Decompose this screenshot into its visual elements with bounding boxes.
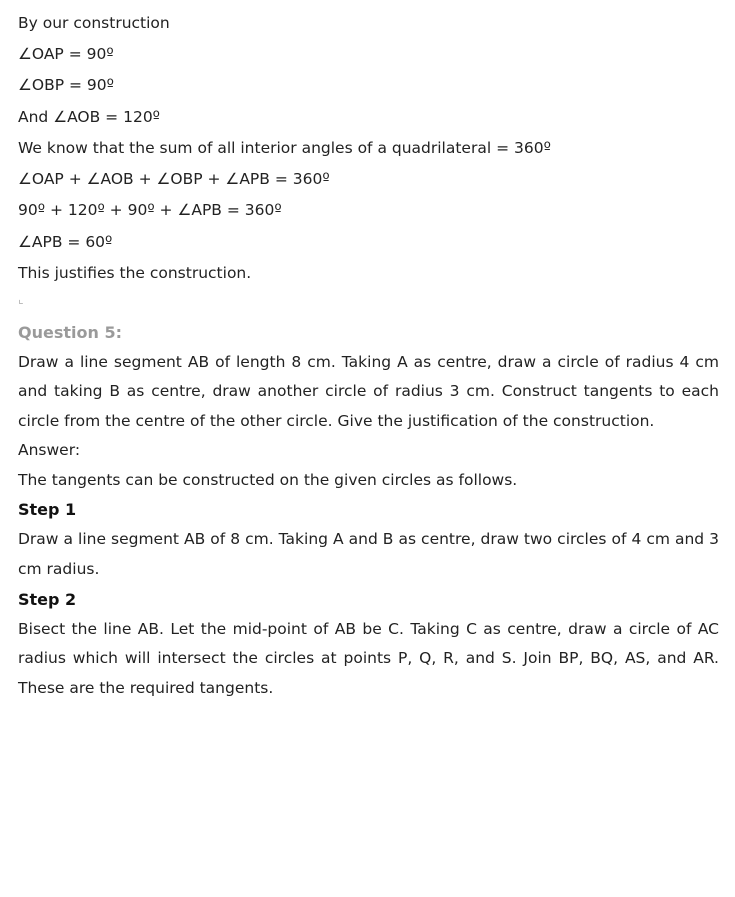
- proof-line-construction: By our construction: [18, 14, 170, 32]
- step-2-title: Step 2: [18, 589, 77, 609]
- proof-line-sum-equation: ∠OAP + ∠AOB + ∠OBP + ∠APB = 360º: [18, 170, 330, 188]
- proof-line-justification: This justifies the construction.: [18, 264, 252, 282]
- pen-mark-icon: ⌞: [18, 291, 24, 306]
- step-1-title: Step 1: [18, 500, 77, 520]
- proof-line-obp: ∠OBP = 90º: [18, 76, 114, 94]
- question-text: Draw a line segment AB of length 8 cm. Taking A as centre, draw a circle of radius 4 cm and taking B as centre, draw another circle of radius 3 cm. Construct tangents to each circle from the centre of the other circle. Give the justification of the construction.: [18, 352, 719, 430]
- step-1-text: Draw a line segment AB of 8 cm. Taking A and B as centre, draw two circles of 4 cm and 3 cm radius.: [18, 530, 719, 579]
- proof-line-sum-statement: We know that the sum of all interior angles of a quadrilateral = 360º: [18, 139, 551, 157]
- proof-line-aob: And ∠AOB = 120º: [18, 107, 160, 126]
- proof-line-oap: ∠OAP = 90º: [18, 45, 114, 63]
- step-2-text: Bisect the line AB. Let the mid-point of AB be C. Taking C as centre, draw a circle of AC radius which will intersect the circles at points P, Q, R, and S. Join BP, BQ, AS, and AR. These are the required tangents.: [18, 619, 719, 697]
- answer-intro: The tangents can be constructed on the given circles as follows.: [18, 470, 518, 489]
- document-page: [18, 8, 719, 703]
- question-heading: Question 5:: [18, 322, 122, 342]
- proof-line-substitution: 90º + 120º + 90º + ∠APB = 360º: [18, 201, 282, 219]
- answer-label: Answer:: [18, 441, 81, 460]
- faint-pen-mark: [18, 290, 719, 318]
- proof-line-result: ∠APB = 60º: [18, 232, 113, 251]
